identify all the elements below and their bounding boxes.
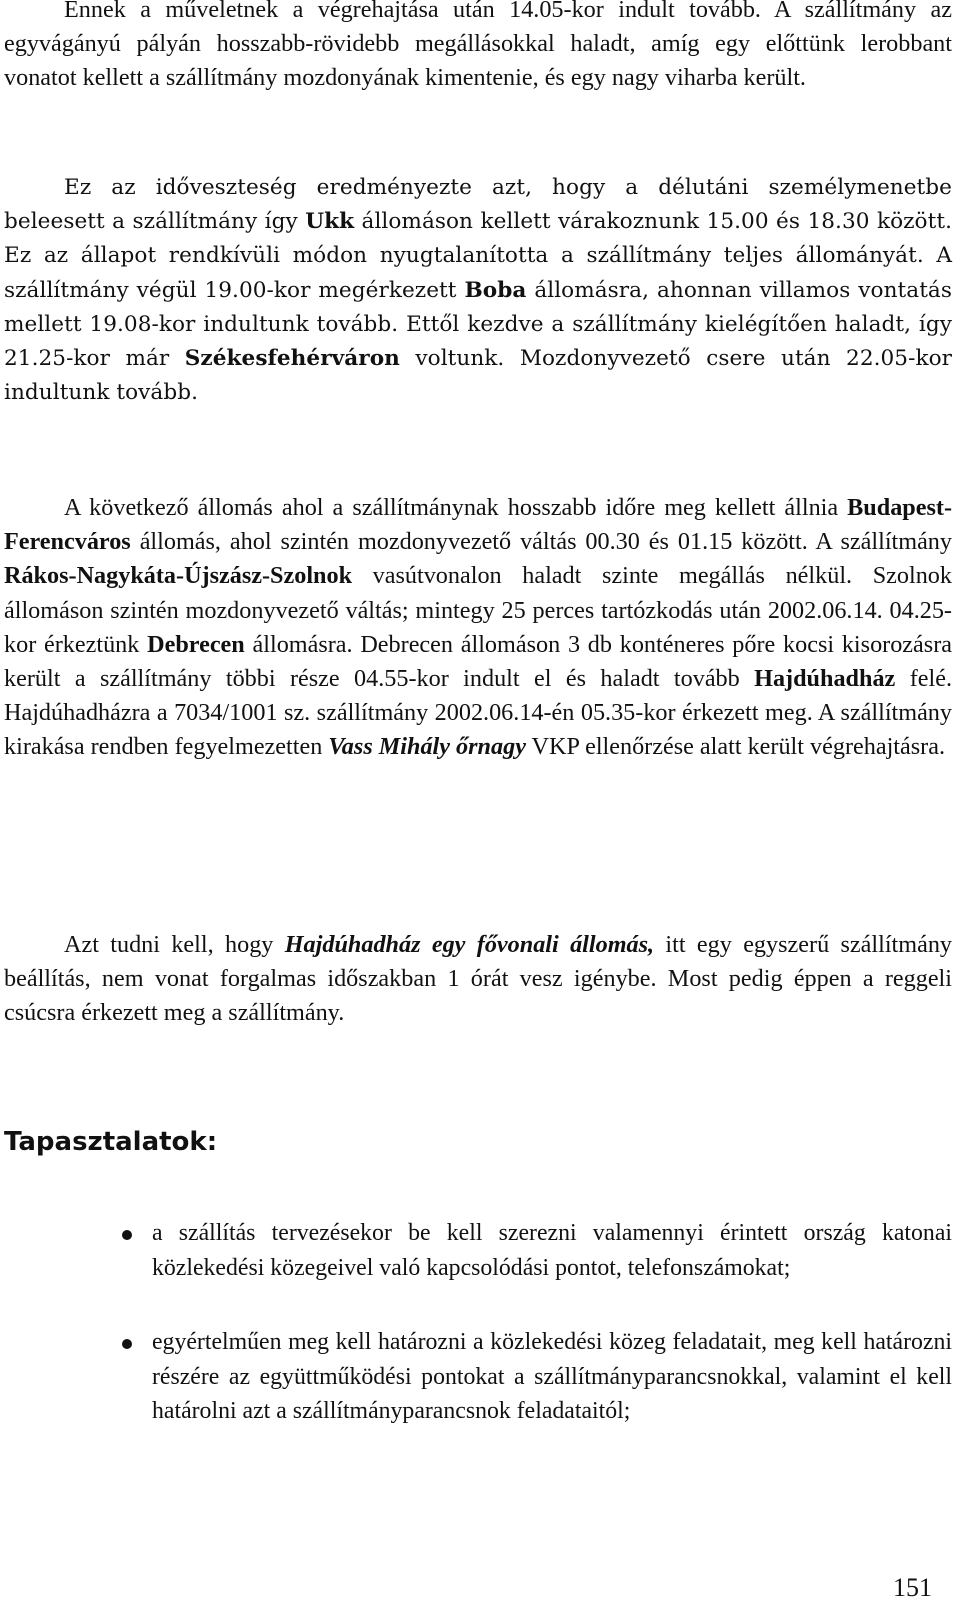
paragraph-1: [4, 0, 952, 96]
paragraph-4: [4, 928, 952, 1031]
emphasis-hajduhadhaz: Hajdúhadház egy fővonali állomás,: [284, 931, 655, 958]
station-boba: Boba: [464, 277, 527, 303]
list-item-text: a szállítás tervezésekor be kell szerezni valamennyi érintett ország katonai közlekedési közegeivel való kapcsolódási pontot, telefonszámokat;: [152, 1220, 952, 1281]
list-item-text: egyértelműen meg kell határozni a közlekedési közeg feladatait, meg kell határozni részére az együttműködési pontokat a szállítmányparancsnokkal, valamint el kell határolni azt a szállítmányparancsnok feladataitól;: [152, 1329, 952, 1424]
section-heading: Tapasztalatok:: [4, 1127, 218, 1157]
paragraph-3-text-2: állomás, ahol szintén mozdonyvezető váltás 00.30 és 01.15 között. A szállítmány: [130, 528, 952, 556]
paragraph-2-text-2: állomáson kellett várakoznunk 15.00 és 18.30 között. Ez az állapot rendkívüli módon nyugtalanította a szállítmány teljes állományát. A szállítmány végül 19.00-kor megérkezett: [4, 209, 952, 303]
paragraph-2-text-4: voltunk. Mozdonyvezető csere után 22.05-kor indultunk tovább.: [4, 346, 953, 406]
page-number: 151: [893, 1573, 932, 1602]
station-debrecen: Debrecen: [147, 630, 245, 658]
station-budapest-ferencvaros: Budapest-Ferencváros: [4, 494, 952, 556]
paragraph-2-text-3: állomásra, ahonnan villamos vontatás mellett 19.08-kor indultunk tovább. Ettől kezdve a szállítmány kielégítően haladt, így 21.25-kor már: [4, 277, 952, 372]
station-szekesfehervar: Székesfehérváron: [184, 346, 400, 372]
experience-list: [0, 1216, 952, 1469]
paragraph-4-text-2: itt egy egyszerű szállítmány beállítás, nem vonat forgalmas időszakban 1 órát vesz igénybe. Most pedig éppen a reggeli csúcsra érkezett meg a szállítmány.: [4, 931, 953, 1027]
paragraph-1-text: Ennek a műveletnek a végrehajtása után 14.05-kor indult tovább. A szállítmány az egyvágányú pályán hosszabb-rövidebb megállásokkal haladt, amíg egy előttünk lerobbant vonatot kellett a szállítmány mozdonyának kimentenie, és egy nagy viharba került.: [4, 0, 952, 92]
paragraph-3-text-4: állomásra. Debrecen állomáson 3 db konténeres pőre kocsi kisorozásra került a szállítmány többi része 04.55-kor indult el és haladt tovább: [4, 630, 952, 693]
list-item: [0, 1216, 952, 1285]
paragraph-3: [4, 491, 952, 765]
bullet-icon: [122, 1230, 132, 1240]
paragraph-3-text-6: VKP ellenőrzése alatt került végrehajtásra.: [525, 733, 946, 761]
list-item: [0, 1325, 952, 1429]
paragraph-3-text-5: felé. Hajdúhadházra a 7034/1001 sz. szállítmány 2002.06.14-én 05.35-kor érkezett meg. A szállítmány kirakása rendben fegyelmezetten: [4, 665, 952, 761]
paragraph-3-text-1: A következő állomás ahol a szállítmánynak hosszabb időre meg kellett állnia: [64, 494, 848, 521]
station-hajduhadhaz: Hajdúhadház: [754, 665, 896, 693]
paragraph-2-text-1: Ez az időveszteség eredményezte azt, hogy a délutáni személymenetbe beleesett a szállítmány így: [4, 175, 952, 235]
officer-name: Vass Mihály őrnagy: [328, 733, 526, 761]
station-ukk: Ukk: [305, 209, 355, 235]
paragraph-4-text-1: Azt tudni kell, hogy: [64, 931, 285, 958]
paragraph-3-text-3: vasútvonalon haladt szinte megállás nélkül. Szolnok állomáson szintén mozdonyvezető váltás; mintegy 25 perces tartózkodás után 2002.06.14. 04.25-kor érkeztünk: [4, 562, 952, 658]
bullet-icon: [122, 1339, 132, 1349]
paragraph-2: [4, 171, 952, 410]
railway-line: Rákos-Nagykáta-Újszász-Szolnok: [4, 562, 353, 590]
